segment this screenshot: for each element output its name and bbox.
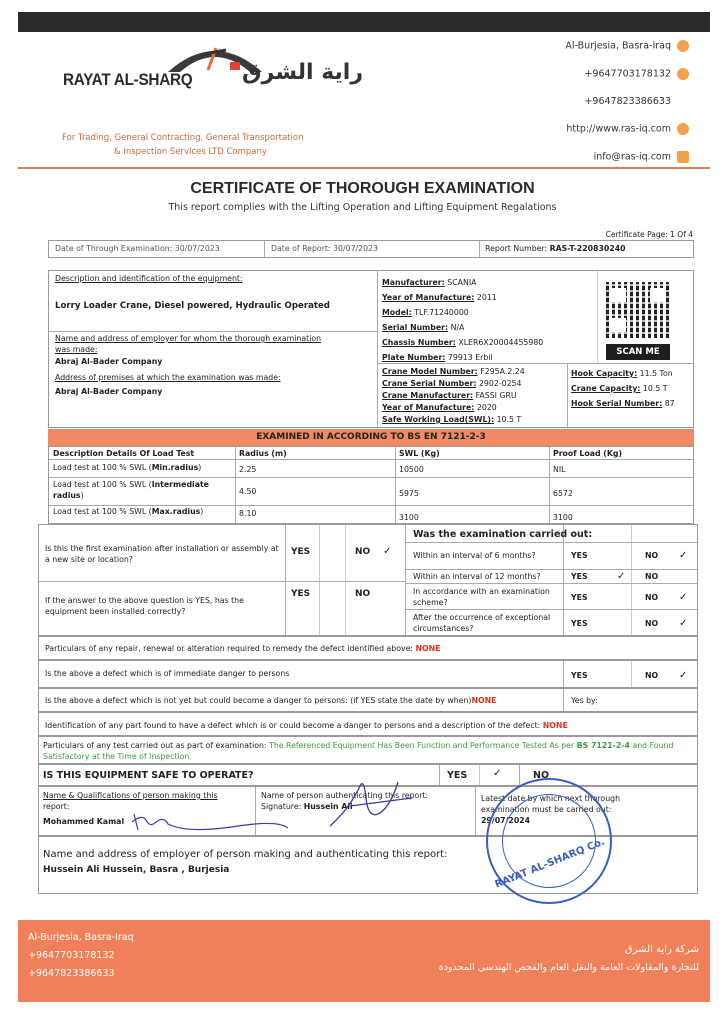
employer-person-label: Name and address of employer of person making and authenticating this report: <box>43 849 448 860</box>
divider <box>563 661 564 687</box>
contact-phone-2: +9647823386633 <box>584 96 671 107</box>
carried-out-heading: Was the examination carried out: <box>413 529 593 540</box>
first-exam-no[interactable]: NO <box>355 547 371 557</box>
report-number-value: RAS-T-220830240 <box>549 244 626 253</box>
crane-model <box>382 366 525 378</box>
company-name-en: RAYAT AL-SHARQ <box>63 70 193 89</box>
exam-date-label: Date of Through Examination: <box>55 244 173 253</box>
tests-standard: BS 7121-2-4 <box>576 741 630 750</box>
company-tagline <box>62 131 303 159</box>
crane-swl <box>382 414 525 426</box>
field-value: N/A <box>450 323 465 332</box>
next-exam-date: 29/07/2024 <box>481 816 531 825</box>
header-divider <box>18 167 710 169</box>
certificate-page: Certificate Page: 1 Of 4 <box>605 230 693 239</box>
examiner-signature <box>128 806 298 836</box>
yes-by-label: Yes by: <box>571 696 598 705</box>
row-proof: 3100 <box>553 513 573 522</box>
vehicle-model <box>382 305 543 320</box>
divider <box>345 525 346 635</box>
tagline-line-1: For Trading, General Contracting, General Transportation <box>62 133 304 143</box>
globe-icon <box>677 123 689 135</box>
premises-label: Address of premises at which the examination was made: <box>55 373 281 382</box>
identification-label: Identification of any part found to have a defect which is or could become a danger to persons and a description of the defect: <box>45 721 541 730</box>
potential-danger <box>45 696 496 705</box>
examiner-label-line2: report: <box>43 802 70 811</box>
footer-phone-2: +9647823386633 <box>28 968 115 979</box>
field-value: 10.5 T <box>642 384 668 393</box>
location-icon <box>677 40 689 52</box>
report-date <box>271 244 378 253</box>
stamp-text: RAYAT AL-SHARQ Co. <box>493 836 607 891</box>
hook-capacity <box>571 366 675 381</box>
repair-value: NONE <box>415 644 441 653</box>
field-label: Hook Capacity: <box>571 369 638 378</box>
exam-date-value: 30/07/2023 <box>174 244 220 253</box>
employer-label-line2: was made: <box>55 345 98 354</box>
divider <box>567 363 568 427</box>
field-value: SCANIA <box>447 278 477 287</box>
repair-row <box>38 636 698 660</box>
questions-section <box>38 524 698 636</box>
field-value: TLF.71240000 <box>414 308 469 317</box>
vehicle-list <box>382 275 543 365</box>
description-label: Description and identification of the equipment: <box>55 274 243 283</box>
row-proof: NIL <box>553 465 566 474</box>
divider <box>631 661 632 687</box>
load-test-table <box>48 446 694 524</box>
divider <box>264 241 265 257</box>
field-value: 2020 <box>476 403 497 412</box>
tests-row <box>38 736 698 764</box>
signature-label: Signature: <box>261 802 302 811</box>
row-suffix: ) <box>198 463 202 472</box>
vehicle-manufacturer <box>382 275 543 290</box>
authenticator-name: Hussein Ali <box>303 802 353 811</box>
examined-banner: EXAMINED IN ACCORDING TO BS EN 7121-2-3 <box>48 429 694 446</box>
field-value: 11.5 Ton <box>639 369 673 378</box>
report-number-label: Report Number: <box>485 244 548 253</box>
row-suffix: ) <box>200 507 204 516</box>
contact-email <box>594 151 689 163</box>
divider <box>49 505 693 506</box>
footer-company-ar: شركة راية الشرق <box>624 944 699 955</box>
scheme-yes[interactable]: YES <box>571 593 588 602</box>
scheme-no-check: ✓ <box>679 592 688 603</box>
vehicle-plate <box>382 350 543 365</box>
field-value: FASSI GRU <box>475 391 517 400</box>
exceptional-circumstances: After the occurrence of exceptional circumstances? <box>413 613 551 633</box>
field-label: Crane Serial Number: <box>382 379 477 388</box>
repair-particulars <box>45 644 441 653</box>
website-text: http://www.ras-iq.com <box>566 123 671 135</box>
potential-label: Is the above a defect which is not yet but could become a danger to persons: (if YES state the date by when) <box>45 696 472 705</box>
identification-value: NONE <box>542 721 568 730</box>
divider <box>597 271 598 363</box>
divider <box>405 583 697 584</box>
safe-no[interactable]: NO <box>533 770 550 781</box>
installed-correctly-question: If the answer to the above question is YES, has the equipment been installed correctly? <box>45 596 244 616</box>
divider <box>405 569 697 570</box>
identification-row <box>38 712 698 736</box>
row-radius-type: Max.radius <box>151 507 201 516</box>
potential-danger-row <box>38 688 698 712</box>
employer-value: Abraj Al-Bader Company <box>55 357 163 366</box>
exceptional-no-check: ✓ <box>679 618 688 629</box>
field-label: Year of Manufacture: <box>382 293 475 302</box>
report-date-label: Date of Report: <box>271 244 331 253</box>
crane-serial <box>382 378 525 390</box>
row-radius: 4.50 <box>239 487 257 496</box>
footer-address: Al-Burjesia, Basra-Iraq <box>28 932 134 943</box>
row-proof: 6572 <box>553 489 573 498</box>
interval-12-months: Within an interval of 12 months? <box>413 572 541 581</box>
next-exam-label-line2: examination must be carried out: <box>481 805 612 814</box>
footer-tagline-ar: للتجارة والمقاولات العامة والنقل العام والفحص الهندسي المحدودة <box>438 962 699 973</box>
contact-website <box>566 123 689 135</box>
employer-person-value: Hussein Ali Hussein, Basra , Burjesia <box>43 865 230 875</box>
field-label: Model: <box>382 308 412 317</box>
footer-phone-1: +9647703178132 <box>28 950 115 961</box>
exam-scheme: In accordance with an examination scheme? <box>413 587 550 607</box>
vehicle-year <box>382 290 543 305</box>
address-text: Al-Burjesia, Basra-Iraq <box>565 40 671 52</box>
first-exam-yes[interactable]: YES <box>291 547 311 557</box>
divider <box>405 609 697 610</box>
scheme-no[interactable]: NO <box>645 593 659 602</box>
field-value: XLER6X20004455980 <box>458 338 544 347</box>
row-radius: 8.10 <box>239 509 257 518</box>
examiner-name: Mohammed Kamal <box>43 817 125 826</box>
employer-label-line1: Name and address of employer for whom the thorough examination <box>55 334 322 343</box>
authenticator-label: Name of person authenticating this report: <box>261 791 429 800</box>
field-label: Chassis Number: <box>382 338 456 347</box>
field-label: Serial Number: <box>382 323 449 332</box>
col-header-radius: Radius (m) <box>239 449 287 458</box>
interval-6-no[interactable]: NO <box>645 551 659 560</box>
crane-year <box>382 402 525 414</box>
field-value: F295A.2.24 <box>480 367 525 376</box>
row-swl: 10500 <box>399 465 424 474</box>
report-date-value: 30/07/2023 <box>333 244 379 253</box>
field-value: 2011 <box>476 293 497 302</box>
row-prefix: Load test at 100 % SWL ( <box>53 463 152 472</box>
interval-12-no[interactable]: NO <box>645 572 659 581</box>
top-bar <box>18 12 710 32</box>
description-value: Lorry Loader Crane, Diesel powered, Hydraulic Operated <box>55 301 330 311</box>
interval-12-yes-check: ✓ <box>617 571 626 582</box>
tests-value: The Referenced Equipment Has Been Function and Performance Tested As per <box>269 741 575 750</box>
interval-6-months: Within an interval of 6 months? <box>413 551 536 560</box>
divider <box>49 477 693 478</box>
field-label: Hook Serial Number: <box>571 399 663 408</box>
safe-yes-check: ✓ <box>493 768 502 779</box>
danger-no-check: ✓ <box>679 670 688 681</box>
safe-to-operate-question: IS THIS EQUIPMENT SAFE TO OPERATE? <box>43 770 254 781</box>
row-radius-type: Intermediate radius <box>53 480 209 500</box>
mail-icon <box>677 151 689 163</box>
qr-code[interactable] <box>606 282 670 338</box>
divider <box>439 765 440 785</box>
crane-manufacturer <box>382 390 525 402</box>
vehicle-serial <box>382 320 543 335</box>
tests-value-cont: and Found Satisfactory at the Time of Inspection. <box>43 741 674 761</box>
exam-date <box>55 244 220 253</box>
table-row <box>53 479 233 501</box>
field-label: Crane Capacity: <box>571 384 641 393</box>
next-exam-label-line1: Latest date by which next thorough <box>481 794 621 803</box>
table-row <box>53 507 233 516</box>
certificate-title: CERTIFICATE OF THOROUGH EXAMINATION <box>190 180 535 197</box>
equipment-section <box>48 270 694 428</box>
field-label: Safe Working Load(SWL): <box>382 415 495 424</box>
danger-yes[interactable]: YES <box>571 671 588 680</box>
vehicle-chassis <box>382 335 543 350</box>
row-swl: 5975 <box>399 489 419 498</box>
row-suffix: ) <box>80 491 84 500</box>
field-label: Crane Manufacturer: <box>382 391 474 400</box>
divider <box>405 542 697 543</box>
divider <box>377 271 378 427</box>
divider <box>319 525 320 635</box>
row-prefix: Load test at 100 % SWL ( <box>53 480 152 489</box>
examiner-label-line1: Name & Qualifications of person making this <box>43 791 218 800</box>
hook-list <box>571 366 675 411</box>
divider <box>49 459 693 460</box>
first-exam-no-check: ✓ <box>383 546 392 557</box>
danger-no[interactable]: NO <box>645 671 659 680</box>
tests-carried-out <box>43 740 695 762</box>
report-number <box>485 244 626 253</box>
field-value: 79913 Erbil <box>447 353 493 362</box>
divider <box>39 581 405 582</box>
certificate-subtitle: This report complies with the Lifting Operation and Lifting Equipment Regalations <box>168 202 557 213</box>
divider <box>49 331 377 332</box>
tagline-line-2: & Inspection Services LTD Company <box>114 147 267 157</box>
col-header-swl: SWL (Kg) <box>399 449 440 458</box>
danger-row <box>38 660 698 688</box>
interval-12-yes[interactable]: YES <box>571 572 588 581</box>
crane-list <box>382 366 525 426</box>
exceptional-no[interactable]: NO <box>645 619 659 628</box>
premises-value: Abraj Al-Bader Company <box>55 387 163 396</box>
divider <box>563 689 564 711</box>
tests-label: Particulars of any test carried out as part of examination: <box>43 741 267 750</box>
interval-6-no-check: ✓ <box>679 550 688 561</box>
phone-icon <box>677 68 689 80</box>
email-text: info@ras-iq.com <box>593 151 671 163</box>
dates-row <box>48 240 694 258</box>
contact-phone-1 <box>584 68 689 80</box>
divider <box>285 525 286 635</box>
potential-value: NONE <box>471 696 497 705</box>
row-radius: 2.25 <box>239 465 257 474</box>
field-value: 87 <box>664 399 675 408</box>
interval-6-yes[interactable]: YES <box>571 551 588 560</box>
col-header-proof: Proof Load (Kg) <box>553 449 623 458</box>
crane-capacity <box>571 381 675 396</box>
row-swl: 3100 <box>399 513 419 522</box>
field-value: 10.5 T <box>496 415 522 424</box>
repair-label: Particulars of any repair, renewal or alteration required to remedy the defect identified above: <box>45 644 414 653</box>
field-label: Year of Manufacture: <box>382 403 475 412</box>
scan-me-label: SCAN ME <box>606 344 670 360</box>
table-row <box>53 463 233 472</box>
exceptional-yes[interactable]: YES <box>571 619 588 628</box>
immediate-danger-question: Is the above a defect which is of immediate danger to persons <box>45 669 290 678</box>
contact-address <box>565 40 689 52</box>
first-exam-question: Is this the first examination after installation or assembly at a new site or location? <box>45 544 279 564</box>
company-name-ar: راية الشرق <box>242 60 364 85</box>
hook-serial <box>571 396 675 411</box>
row-prefix: Load test at 100 % SWL ( <box>53 507 152 516</box>
identification <box>45 721 568 730</box>
field-value: 2902-0254 <box>478 379 522 388</box>
divider <box>519 765 520 785</box>
col-header-description: Description Details Of Load Test <box>53 449 195 458</box>
field-label: Plate Number: <box>382 353 446 362</box>
authenticator-signature <box>320 778 420 830</box>
divider <box>479 241 480 257</box>
installed-yes[interactable]: YES <box>291 589 311 599</box>
installed-no[interactable]: NO <box>355 589 371 599</box>
divider <box>475 787 476 835</box>
field-label: Manufacturer: <box>382 278 445 287</box>
field-label: Crane Model Number: <box>382 367 478 376</box>
row-radius-type: Min.radius <box>151 463 199 472</box>
phone1-text: +9647703178132 <box>584 68 671 80</box>
divider <box>479 765 480 785</box>
safe-yes[interactable]: YES <box>447 770 468 781</box>
